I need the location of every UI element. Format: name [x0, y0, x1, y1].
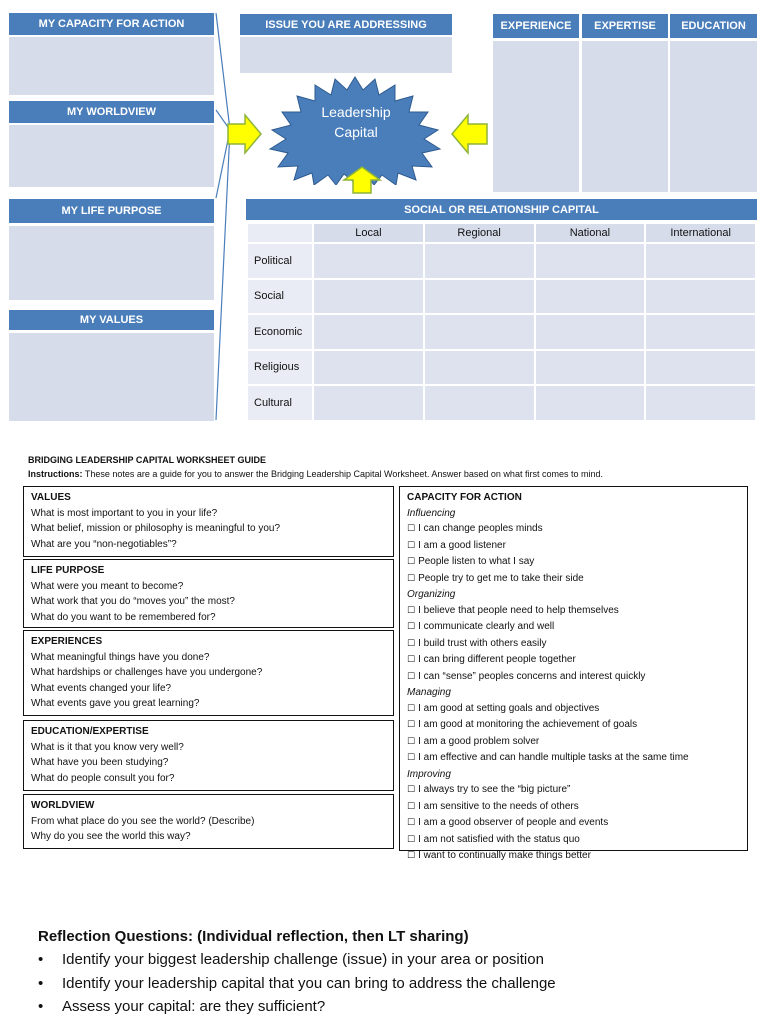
guide-title: BRIDGING LEADERSHIP CAPITAL WORKSHEET GUIDE	[28, 455, 267, 465]
arrow-left-icon	[450, 113, 488, 155]
capacity-guide-box	[399, 486, 748, 861]
row-label: Cultural	[247, 385, 313, 421]
burst-line2: Capital	[334, 124, 378, 140]
cell[interactable]	[645, 385, 756, 421]
col-header: Local	[313, 223, 424, 243]
row-label: Religious	[247, 350, 313, 386]
issue-field[interactable]	[240, 37, 452, 73]
col-header: Regional	[424, 223, 535, 243]
values-header: MY VALUES	[9, 310, 214, 330]
life-purpose-header: MY LIFE PURPOSE	[9, 199, 214, 223]
checkbox-item[interactable]: ☐ I am sensitive to the needs of others	[407, 799, 740, 816]
box-line: From what place do you see the world? (Describe)	[31, 815, 255, 827]
cell[interactable]	[645, 350, 756, 386]
arrow-right-icon	[227, 113, 263, 155]
experience-header: EXPERIENCE	[493, 14, 579, 38]
checkbox-item[interactable]: ☐ I am not satisfied with the status quo	[407, 832, 740, 849]
checkbox-item[interactable]: ☐ I always try to see the “big picture”	[407, 782, 740, 799]
cell[interactable]	[313, 350, 424, 386]
checkbox-item[interactable]: ☐ I am a good observer of people and events	[407, 815, 740, 832]
capacity-header: MY CAPACITY FOR ACTION	[9, 13, 214, 35]
social-capital-table	[246, 199, 757, 423]
education-column	[670, 14, 757, 192]
worldview-field[interactable]	[9, 125, 214, 187]
reflection-title: Reflection Questions: (Individual reflection, then LT sharing)	[38, 928, 469, 945]
checkbox-item[interactable]: ☐ I can bring different people together	[407, 652, 740, 669]
cell[interactable]	[535, 314, 646, 350]
box-title: VALUES	[31, 492, 71, 503]
checkbox-item[interactable]: ☐ I believe that people need to help themselves	[407, 603, 740, 620]
experience-field[interactable]	[493, 41, 579, 192]
checkbox-item[interactable]: ☐ I am effective and can handle multiple tasks at the same time	[407, 750, 740, 767]
group-name: Improving	[407, 768, 451, 780]
checkbox-item[interactable]: ☐ I can “sense” peoples concerns and interest quickly	[407, 669, 740, 686]
box-line: What have you been studying?	[31, 757, 169, 768]
box-title: EXPERIENCES	[31, 636, 103, 647]
cell[interactable]	[313, 243, 424, 279]
list-item: • Assess your capital: are they sufficient?	[38, 995, 556, 1019]
worldview-guide-box	[23, 794, 394, 849]
cell[interactable]	[313, 279, 424, 315]
box-title: LIFE PURPOSE	[31, 565, 105, 576]
list-item: • Identify your biggest leadership challenge (issue) in your area or position	[38, 948, 556, 972]
values-guide-box	[23, 486, 394, 557]
issue-header: ISSUE YOU ARE ADDRESSING	[240, 14, 452, 35]
checkbox-item[interactable]: ☐ I can change peoples minds	[407, 521, 740, 538]
cell[interactable]	[424, 350, 535, 386]
experience-column	[493, 14, 579, 192]
table-row	[247, 350, 756, 386]
checkbox-item[interactable]: ☐ I communicate clearly and well	[407, 619, 740, 636]
checkbox-item[interactable]: ☐ I am a good problem solver	[407, 734, 740, 751]
cell[interactable]	[535, 350, 646, 386]
row-label: Political	[247, 243, 313, 279]
box-title: CAPACITY FOR ACTION	[407, 492, 522, 503]
experiences-guide-box	[23, 630, 394, 716]
box-line: What hardships or challenges have you undergone?	[31, 667, 263, 678]
cell[interactable]	[424, 314, 535, 350]
checkbox-item[interactable]: ☐ I am good at monitoring the achievement of goals	[407, 717, 740, 734]
checkbox-item[interactable]: ☐ I build trust with others easily	[407, 636, 740, 653]
capacity-field[interactable]	[9, 37, 214, 95]
guide-instructions	[28, 469, 603, 479]
group-name: Influencing	[407, 507, 456, 519]
box-line: What events gave you great learning?	[31, 698, 200, 709]
box-title: EDUCATION/EXPERTISE	[31, 726, 149, 737]
life-purpose-field[interactable]	[9, 226, 214, 300]
cell[interactable]	[535, 243, 646, 279]
table-row	[247, 243, 756, 279]
experience-grid	[493, 14, 757, 192]
cell[interactable]	[645, 279, 756, 315]
social-capital-grid	[246, 222, 757, 422]
cell[interactable]	[313, 385, 424, 421]
life-purpose-guide-box	[23, 559, 394, 628]
box-line: What is most important to you in your life?	[31, 507, 218, 519]
checkbox-item[interactable]: ☐ People try to get me to take their side	[407, 571, 740, 588]
instructions-label: Instructions:	[28, 469, 83, 479]
cell[interactable]	[313, 314, 424, 350]
box-line: What do you want to be remembered for?	[31, 611, 216, 623]
education-guide-box	[23, 720, 394, 791]
table-row	[247, 279, 756, 315]
worldview-header: MY WORLDVIEW	[9, 101, 214, 123]
checkbox-item[interactable]: ☐ I am a good listener	[407, 538, 740, 555]
list-item: • Identify your leadership capital that you can bring to address the challenge	[38, 972, 556, 996]
burst-line1: Leadership	[321, 104, 391, 120]
values-field[interactable]	[9, 333, 214, 421]
col-header: International	[645, 223, 756, 243]
reflection-section	[38, 928, 556, 1019]
reflection-list	[38, 948, 556, 1019]
box-line: What were you meant to become?	[31, 580, 184, 592]
box-line: What belief, mission or philosophy is meaningful to you?	[31, 523, 281, 534]
cell[interactable]	[535, 385, 646, 421]
instructions-text: These notes are a guide for you to answer the Bridging Leadership Capital Worksheet. Answer based on what first comes to mind.	[82, 469, 603, 479]
box-line: Why do you see the world this way?	[31, 831, 191, 842]
col-header: National	[535, 223, 646, 243]
checkbox-item[interactable]: ☐ People listen to what I say	[407, 554, 740, 571]
checkbox-item[interactable]: ☐ I want to continually make things better	[407, 848, 740, 865]
table-row	[247, 385, 756, 421]
group-name: Managing	[407, 687, 451, 698]
group-name: Organizing	[407, 589, 456, 600]
cell[interactable]	[645, 314, 756, 350]
checkbox-item[interactable]: ☐ I am good at setting goals and objectives	[407, 701, 740, 718]
cell[interactable]	[424, 385, 535, 421]
row-label: Social	[247, 279, 313, 315]
cell[interactable]	[424, 279, 535, 315]
box-line: What do people consult you for?	[31, 772, 175, 784]
expertise-column	[582, 14, 668, 192]
corner-cell	[247, 223, 313, 243]
expertise-field[interactable]	[582, 41, 668, 192]
cell[interactable]	[424, 243, 535, 279]
expertise-header: EXPERTISE	[582, 14, 668, 38]
box-title: WORLDVIEW	[31, 800, 95, 811]
education-header: EDUCATION	[670, 14, 757, 38]
row-label: Economic	[247, 314, 313, 350]
box-line: What meaningful things have you done?	[31, 651, 210, 663]
arrow-up-icon	[342, 166, 382, 194]
education-field[interactable]	[670, 41, 757, 192]
box-line: What work that you do “moves you” the most?	[31, 596, 235, 607]
connector-lines	[205, 10, 245, 425]
cell[interactable]	[535, 279, 646, 315]
social-capital-title: SOCIAL OR RELATIONSHIP CAPITAL	[246, 199, 757, 220]
cell[interactable]	[645, 243, 756, 279]
box-line: What events changed your life?	[31, 682, 172, 694]
box-line: What is it that you know very well?	[31, 741, 184, 753]
box-line: What are you “non-negotiables”?	[31, 538, 177, 550]
table-row	[247, 314, 756, 350]
